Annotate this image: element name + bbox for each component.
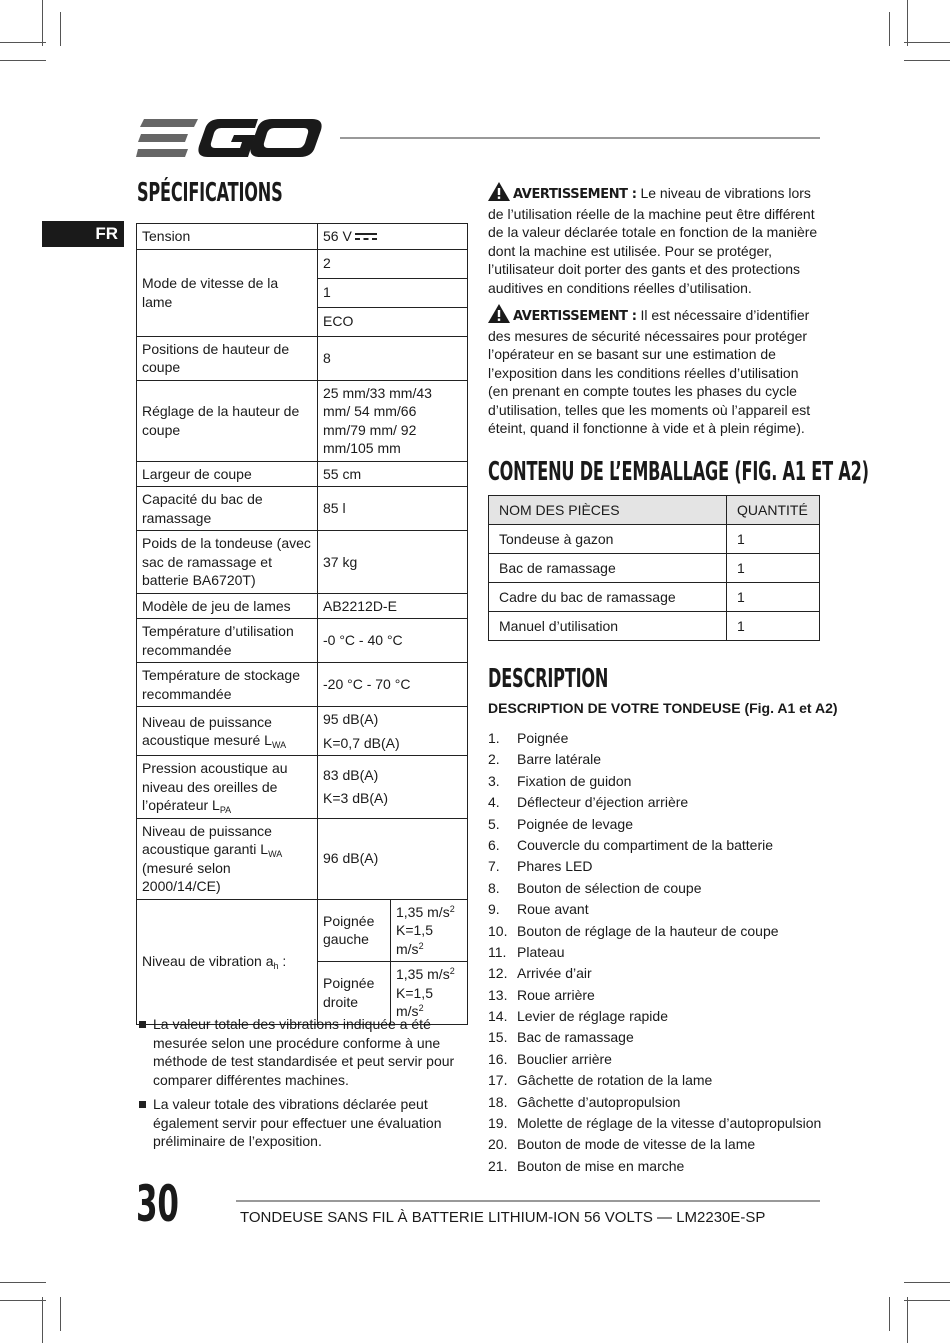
crop-mark	[907, 0, 908, 46]
column-header: QUANTITÉ	[727, 496, 820, 525]
warning-label: AVERTISSEMENT :	[513, 309, 637, 324]
table-row	[137, 461, 468, 487]
table-row	[137, 336, 468, 380]
warning-text: Le niveau de vibrations lors de l’utilisation réelle de la machine peut être différent de la valeur déclarée totale en fonction de la manière dont la machine est utilisée. Pour se protéger, l’utilisateur doit porter des gants et des protections auditives en conditions réelles d’utilisation.	[488, 185, 818, 296]
table-cell: 1	[727, 612, 820, 641]
crop-mark	[60, 1297, 61, 1331]
warning-block	[488, 304, 818, 438]
warning-triangle-icon	[488, 304, 510, 323]
table-row	[137, 619, 468, 663]
crop-mark	[0, 42, 46, 43]
crop-mark	[904, 1282, 950, 1283]
spec-label: Poids de la tondeuse (avec sac de ramassage et batterie BA6720T)	[137, 531, 318, 594]
table-row	[137, 707, 468, 756]
spec-value: 96 dB(A)	[318, 818, 468, 899]
spec-value: 1,35 $m/s^2$ K=1,5 $m/s^2$	[391, 962, 468, 1025]
crop-mark	[42, 1297, 43, 1343]
spec-label: Niveau de puissance acoustique garanti $L_{WA}$ (mesuré selon 2000/14/CE)	[137, 818, 318, 899]
table-row	[137, 899, 468, 962]
warning-block	[488, 182, 818, 297]
spec-label: Température d’utilisation recommandée	[137, 619, 318, 663]
list-item: La valeur totale des vibrations indiquée a été mesurée selon une procédure conforme à une méthode de test standardisée et peut servir pour comparer différentes machines.	[136, 1015, 472, 1089]
crop-mark	[904, 60, 950, 61]
crop-mark	[60, 12, 61, 46]
table-header-row	[489, 496, 820, 525]
list-item: 11. Plateau	[488, 943, 565, 960]
table-row	[489, 554, 820, 583]
list-item: 21. Bouton de mise en marche	[488, 1157, 685, 1174]
table-row	[137, 487, 468, 531]
package-contents-table	[488, 495, 820, 641]
spec-label: Tension	[137, 224, 318, 250]
spec-value: 85 l	[318, 487, 468, 531]
package-contents-title: CONTENU DE L’EMBALLAGE (FIG. A1 ET A2)	[488, 457, 869, 487]
description-title: DESCRIPTION	[488, 664, 609, 694]
table-row	[137, 663, 468, 707]
warning-text: Il est nécessaire d’identifier des mesures de sécurité nécessaires pour protéger l’opérateur en se basant sur une estimation de l’exposition dans les conditions réelles d’utilisation (en prenant en compte toutes les phases du cycle d’utilisation, telles que les moments où l’appareil est éteint, quand il fonctionne à vide et à plein régime).	[488, 307, 811, 436]
table-cell: 1	[727, 525, 820, 554]
crop-mark	[889, 12, 890, 46]
table-cell: Cadre du bac de ramassage	[489, 583, 727, 612]
table-cell: Tondeuse à gazon	[489, 525, 727, 554]
list-item: 14. Levier de réglage rapide	[488, 1008, 668, 1025]
spec-value: 55 cm	[318, 461, 468, 487]
list-item: 8. Bouton de sélection de coupe	[488, 879, 702, 896]
table-cell: 1	[727, 583, 820, 612]
list-item: 20. Bouton de mode de vitesse de la lame	[488, 1136, 756, 1153]
list-item: 3. Fixation de guidon	[488, 772, 632, 789]
specifications-table	[136, 223, 468, 1025]
list-item: 15. Bac de ramassage	[488, 1029, 634, 1046]
crop-mark	[0, 60, 46, 61]
spec-label: Positions de hauteur de coupe	[137, 336, 318, 380]
list-item: 18. Gâchette d’autopropulsion	[488, 1093, 681, 1110]
table-row	[137, 380, 468, 461]
list-item: La valeur totale des vibrations déclarée peut également servir pour effectuer une évaluation préliminaire de l’exposition.	[136, 1095, 472, 1151]
table-row	[489, 525, 820, 554]
list-item: 19. Molette de réglage de la vitesse d’autopropulsion	[488, 1115, 822, 1132]
column-header: NOM DES PIÈCES	[489, 496, 727, 525]
list-item: 12. Arrivée d’air	[488, 965, 592, 982]
spec-label: Niveau de vibration $a_h$ :	[137, 899, 318, 1024]
description-subtitle: DESCRIPTION DE VOTRE TONDEUSE (Fig. A1 et A2)	[488, 700, 838, 716]
list-item: 16. Bouclier arrière	[488, 1050, 612, 1067]
crop-mark	[907, 1297, 908, 1343]
spec-label: Température de stockage recommandée	[137, 663, 318, 707]
list-item: 7. Phares LED	[488, 858, 593, 875]
table-row	[137, 756, 468, 819]
page-number: 30	[136, 1175, 179, 1233]
table-row	[137, 224, 468, 250]
warning-label: AVERTISSEMENT :	[513, 187, 637, 202]
crop-mark	[889, 1297, 890, 1331]
spec-value: 37 kg	[318, 531, 468, 594]
spec-label: Capacité du bac de ramassage	[137, 487, 318, 531]
spec-value: 1,35 $m/s^2$ K=1,5 $m/s^2$	[391, 899, 468, 962]
table-row	[137, 593, 468, 619]
crop-mark	[0, 1282, 46, 1283]
list-item: 6. Couvercle du compartiment de la batterie	[488, 836, 774, 853]
warning-triangle-icon	[488, 182, 510, 201]
spec-label: Largeur de coupe	[137, 461, 318, 487]
spec-label: Modèle de jeu de lames	[137, 593, 318, 619]
spec-sub-label: Poignée gauche	[318, 899, 391, 962]
table-row	[137, 249, 468, 278]
header-rule	[340, 137, 820, 139]
table-row	[489, 612, 820, 641]
spec-label: Pression acoustique au niveau des oreilles de l’opérateur $L_{PA}$	[137, 756, 318, 819]
list-item: 1. Poignée	[488, 730, 569, 746]
list-item: 9. Roue avant	[488, 901, 589, 918]
list-item: 5. Poignée de levage	[488, 815, 633, 832]
list-item: 10. Bouton de réglage de la hauteur de coupe	[488, 922, 779, 939]
crop-mark	[42, 0, 43, 46]
spec-sub-label: Poignée droite	[318, 962, 391, 1025]
spec-label: Réglage de la hauteur de coupe	[137, 380, 318, 461]
list-item: 2. Barre latérale	[488, 751, 602, 768]
spec-value: 2	[318, 249, 468, 278]
list-item: 4. Déflecteur d’éjection arrière	[488, 794, 689, 811]
dc-symbol-icon	[355, 233, 377, 241]
footer-rule	[236, 1200, 820, 1202]
table-row	[137, 818, 468, 899]
table-row	[137, 531, 468, 594]
bullet-square-icon	[139, 1101, 146, 1108]
list-item: 13. Roue arrière	[488, 986, 595, 1003]
footer-text: TONDEUSE SANS FIL À BATTERIE LITHIUM-ION 56 VOLTS — LM2230E-SP	[240, 1209, 766, 1226]
spec-value: 25 mm/33 mm/43 mm/ 54 mm/66 mm/79 mm/ 92 mm/105 mm	[318, 380, 468, 461]
table-cell: 1	[727, 554, 820, 583]
spec-label: Niveau de puissance acoustique mesuré $L_{WA}$	[137, 707, 318, 756]
table-cell: Bac de ramassage	[489, 554, 727, 583]
table-cell: Manuel d’utilisation	[489, 612, 727, 641]
spec-label: Mode de vitesse de la lame	[137, 249, 318, 336]
spec-value: AB2212D-E	[318, 593, 468, 619]
list-item: 17. Gâchette de rotation de la lame	[488, 1072, 713, 1089]
spec-value: 56 V	[318, 224, 468, 250]
vibration-notes	[136, 1015, 472, 1157]
parts-list	[488, 729, 828, 1178]
language-tab: FR	[42, 221, 124, 247]
crop-mark	[904, 42, 950, 43]
spec-value: 1	[318, 278, 468, 307]
bullet-square-icon	[139, 1021, 146, 1028]
spec-value: 95 dB(A) K=0,7 dB(A)	[318, 707, 468, 756]
spec-value: -20 °C - 70 °C	[318, 663, 468, 707]
table-row	[489, 583, 820, 612]
spec-value: 8	[318, 336, 468, 380]
crop-mark	[904, 1300, 950, 1301]
spec-value: ECO	[318, 307, 468, 336]
spec-value: 83 dB(A) K=3 dB(A)	[318, 756, 468, 819]
ego-logo	[136, 117, 322, 159]
crop-mark	[0, 1300, 46, 1301]
spec-value: -0 °C - 40 °C	[318, 619, 468, 663]
specifications-title: SPÉCIFICATIONS	[137, 178, 283, 208]
